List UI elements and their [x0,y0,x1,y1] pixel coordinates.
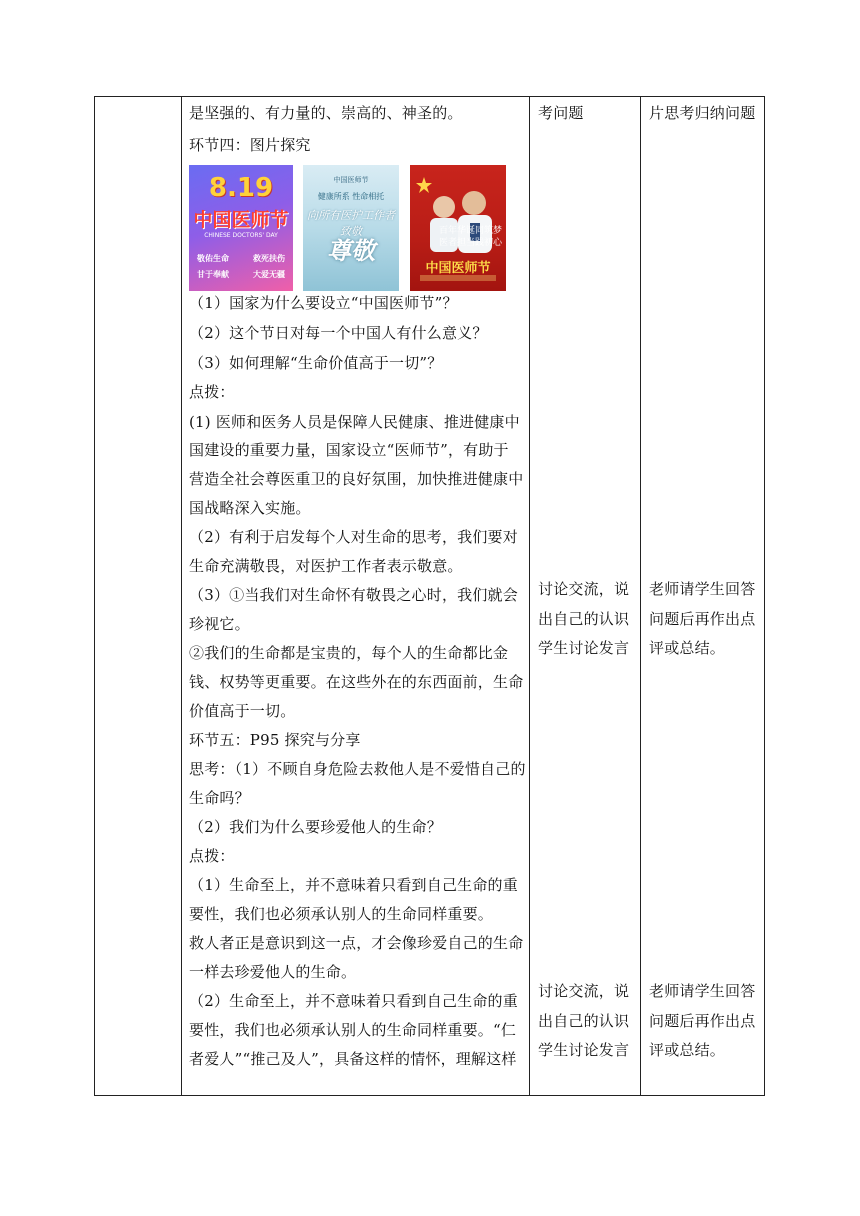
student-text: 讨论交流，说 [538,982,630,1000]
text-line: (1) 医师和医务人员是保障人民健康、推进健康中 [189,413,520,431]
poster-line: 百年华诞同筑梦 [438,226,502,236]
text-line: 价值高于一切。 [189,702,296,720]
poster-images-row [189,165,509,291]
text-line: （2）有利于启发每个人对生命的思考，我们要对 [189,528,518,546]
text-line: 是坚强的、有力量的、崇高的、神圣的。 [189,104,463,122]
student-text: 学生讨论发言 [538,639,630,657]
student-text: 考问题 [538,104,584,122]
poster-slogan-row [197,269,285,280]
text-line: （1）生命至上，并不意味着只看到自己生命的重 [189,876,518,894]
poster-date: 8.19 [208,173,274,203]
poster-line: 向所有医护工作者致敬 [307,209,395,238]
text-line: 生命充满敬畏，对医护工作者表示敬意。 [189,557,463,575]
text-line: （3）①当我们对生命怀有敬畏之心时，我们就会 [189,586,518,604]
student-text: 出自己的认识 [538,610,630,628]
slogan-text: 敬佑生命 [197,254,229,263]
poster-title: 中国医师节 [425,261,491,276]
teacher-text: 问题后再作出点 [649,1012,756,1030]
poster-line: 健康所系 性命相托 [317,192,385,201]
slogan-text: 甘于奉献 [197,270,229,279]
text-line: ②我们的生命都是宝贵的，每个人的生命都比金 [189,644,509,662]
text-line: 者爱人”“推己及人”，具备这样的情怀，理解这样 [189,1050,517,1068]
poster-title: 中国医师节 [193,209,289,231]
hint-label: 点拨： [189,847,235,865]
poster-subtitle: CHINESE DOCTORS' DAY [204,232,278,239]
student-text: 出自己的认识 [538,1012,630,1030]
lesson-plan-table [94,96,765,1096]
column-divider-1 [181,97,182,1095]
text-line: 救人者正是意识到这一点，才会像珍爱自己的生命 [189,934,524,952]
question-line: （2）我们为什么要珍爱他人的生命？ [189,818,442,836]
poster-header: 中国医师节 [333,176,369,184]
teacher-text: 评或总结。 [649,639,726,657]
doctors-day-poster-2 [303,165,399,291]
slogan-text: 救死扶伤 [253,254,285,263]
question-line: （2）这个节日对每一个中国人有什么意义？ [189,324,488,342]
doctors-day-poster-3 [410,165,506,291]
question-line: 思考：（1）不顾自身危险去救他人是不爱惜自己的 [189,760,526,778]
teacher-text: 片思考归纳问题 [649,104,756,122]
slogan-text: 大爱无疆 [253,270,285,279]
section-heading: 环节四：图片探究 [189,136,311,154]
column-divider-2 [529,97,530,1095]
text-line: 要性，我们也必须承认别人的生命同样重要。 [189,905,494,923]
text-line: 国战略深入实施。 [189,499,311,517]
text-line: 钱、权势等更重要。在这些外在的东西面前，生命 [189,673,524,691]
teacher-text: 问题后再作出点 [649,610,756,628]
text-line: 珍视它。 [189,615,250,633]
question-line: （1）国家为什么要设立“中国医师节”？ [189,294,458,312]
poster-line: 医者担当践初心 [438,238,502,248]
hint-label: 点拨： [189,383,235,401]
poster-slogan-row [197,253,285,264]
text-line: （2）生命至上，并不意味着只看到自己生命的重 [189,992,518,1010]
student-text: 讨论交流，说 [538,580,630,598]
doctors-day-poster-1 [189,165,293,291]
teacher-text: 老师请学生回答 [649,982,756,1000]
teacher-text: 老师请学生回答 [649,580,756,598]
text-line: 要性，我们也必须承认别人的生命同样重要。“仁 [189,1021,517,1039]
question-line: （3）如何理解“生命价值高于一切”？ [189,354,443,372]
section-heading: 环节五：P95 探究与分享 [189,731,361,749]
text-line: 国建设的重要力量，国家设立“医师节”，有助于 [189,441,509,459]
poster-big-text: 尊敬 [327,236,375,265]
student-text: 学生讨论发言 [538,1041,630,1059]
column-divider-3 [640,97,641,1095]
text-line: 一样去珍爱他人的生命。 [189,963,357,981]
poster-footer-band [420,275,496,281]
text-line: 营造全社会尊医重卫的良好氛围，加快推进健康中 [189,470,524,488]
question-line: 生命吗？ [189,789,250,807]
teacher-text: 评或总结。 [649,1041,726,1059]
